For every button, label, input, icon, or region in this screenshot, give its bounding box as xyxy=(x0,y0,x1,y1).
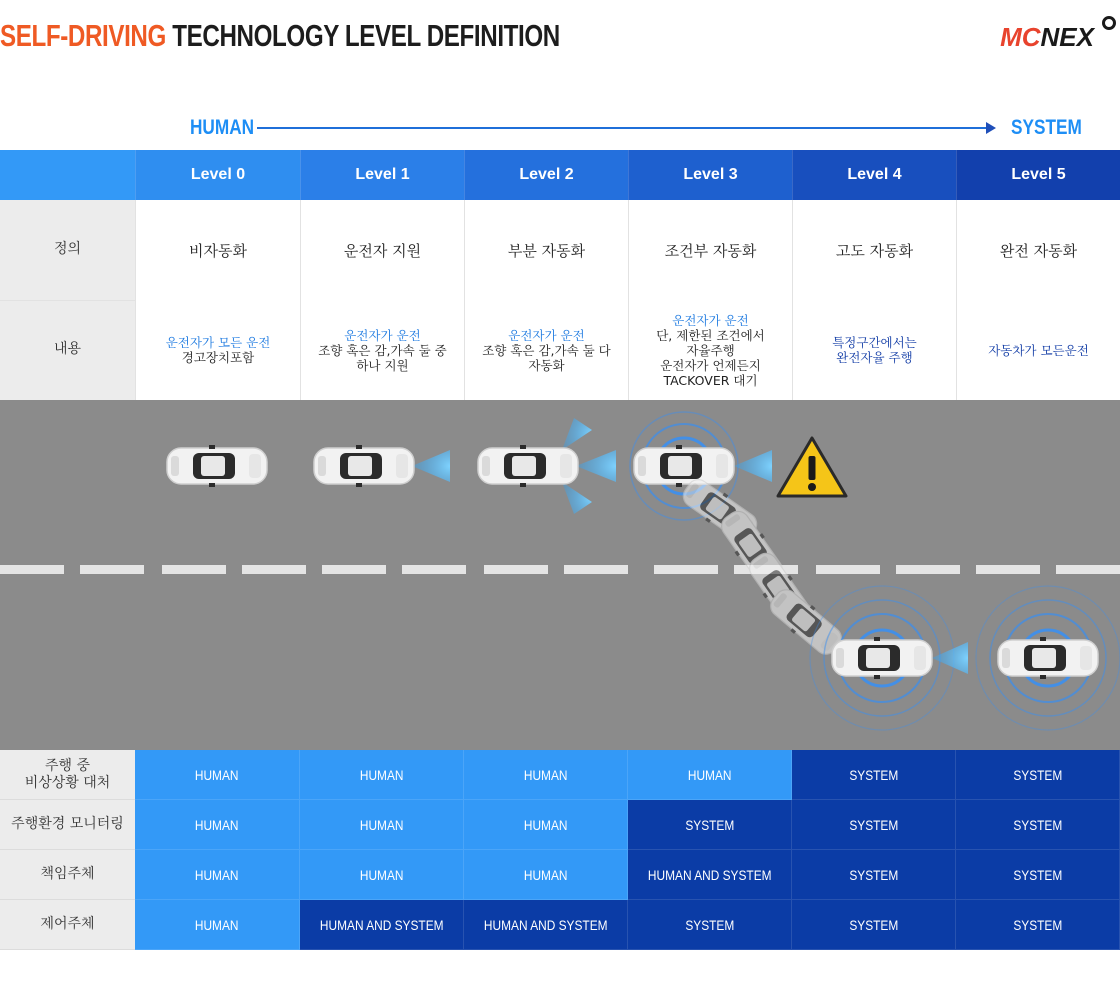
responsibility-cell xyxy=(464,800,628,850)
car-level-0 xyxy=(167,445,267,487)
responsibility-value: SYSTEM xyxy=(685,916,734,933)
responsibility-value: SYSTEM xyxy=(849,866,898,883)
responsibility-cell xyxy=(300,750,464,800)
scale-arrow-line xyxy=(257,127,987,129)
brand-logo xyxy=(1000,22,1094,53)
definition-cell-level-5: 완전 자동화 xyxy=(956,200,1120,300)
level-header-1: Level 1 xyxy=(300,150,464,200)
header-corner xyxy=(0,150,135,200)
responsibility-value: SYSTEM xyxy=(849,916,898,933)
row-label-definition: 정의 xyxy=(0,200,135,300)
logo-nex: NEX xyxy=(1040,22,1094,52)
responsibility-cell xyxy=(135,850,300,900)
content-line: 완전자율 주행 xyxy=(836,350,913,365)
responsibility-cell xyxy=(956,800,1120,850)
arrow-right-icon xyxy=(986,122,996,134)
responsibility-cell xyxy=(300,850,464,900)
responsibility-value: HUMAN xyxy=(195,766,239,783)
responsibility-cell xyxy=(792,900,956,950)
content-cell-level-0 xyxy=(135,300,300,400)
content-line: 단, 제한된 조건에서 xyxy=(656,327,765,343)
content-line: 자동차가 모든운전 xyxy=(988,342,1089,358)
content-line: 자율주행 xyxy=(686,342,735,358)
scale-human-label: HUMAN xyxy=(190,116,255,139)
responsibility-value: HUMAN xyxy=(195,816,239,833)
level-header-2: Level 2 xyxy=(464,150,628,200)
road-illustration xyxy=(0,400,1120,750)
responsibility-cell xyxy=(792,850,956,900)
front-sensor-level-2 xyxy=(576,450,616,482)
definition-cell-level-3: 조건부 자동화 xyxy=(628,200,792,300)
definition-cell-level-0: 비자동화 xyxy=(135,200,300,300)
responsibility-cell xyxy=(464,850,628,900)
car-level-5 xyxy=(998,637,1098,679)
responsibility-cell xyxy=(792,800,956,850)
logo-mc: MC xyxy=(1000,22,1041,52)
responsibility-value: HUMAN xyxy=(523,816,568,833)
responsibility-cell xyxy=(135,800,300,850)
responsibility-cell xyxy=(300,800,464,850)
car-level-4 xyxy=(832,637,932,679)
definition-cell-level-1: 운전자 지원 xyxy=(300,200,464,300)
responsibility-cell xyxy=(135,900,300,950)
responsibility-row-label: 주행환경 모니터링 xyxy=(0,800,135,850)
content-cell-level-3 xyxy=(628,300,792,400)
responsibility-value: SYSTEM xyxy=(1013,766,1062,783)
responsibility-cell xyxy=(464,750,628,800)
row-label-content: 내용 xyxy=(0,300,135,400)
responsibility-value: SYSTEM xyxy=(1013,816,1062,833)
warning-triangle-icon xyxy=(778,438,846,496)
responsibility-cell xyxy=(956,850,1120,900)
responsibility-value: HUMAN xyxy=(687,766,732,783)
side-sensor-top-level-2 xyxy=(562,418,592,450)
responsibility-value: SYSTEM xyxy=(1013,916,1062,933)
content-cell-level-2 xyxy=(464,300,628,400)
content-line: TACKOVER 대기 xyxy=(663,372,758,388)
content-line: 경고장치포함 xyxy=(181,350,255,365)
responsibility-cell xyxy=(628,750,792,800)
responsibility-value: HUMAN AND SYSTEM xyxy=(647,866,772,883)
content-line: 자동화 xyxy=(528,357,565,373)
scale-system-label: SYSTEM xyxy=(1011,116,1082,139)
content-cell-level-1 xyxy=(300,300,464,400)
responsibility-value: HUMAN xyxy=(195,916,239,933)
content-line: 운전자가 언제든지 xyxy=(660,357,761,373)
content-line: 하나 지원 xyxy=(356,357,409,373)
title-rest: TECHNOLOGY LEVEL DEFINITION xyxy=(172,18,560,53)
responsibility-cell xyxy=(628,850,792,900)
car-level-1 xyxy=(314,445,414,487)
road-svg xyxy=(0,400,1120,750)
level-header-5: Level 5 xyxy=(956,150,1120,200)
content-line: 운전자가 운전 xyxy=(508,327,585,343)
level-header-4: Level 4 xyxy=(792,150,956,200)
front-sensor-level-1 xyxy=(412,450,450,482)
lane-markings xyxy=(0,565,1120,574)
content-line: 운전자가 모든 운전 xyxy=(165,335,271,350)
logo-ring-icon xyxy=(1102,16,1116,30)
responsibility-row-label: 제어주체 xyxy=(0,900,135,950)
responsibility-value: HUMAN xyxy=(195,866,239,883)
responsibility-cell xyxy=(135,750,300,800)
responsibility-value: SYSTEM xyxy=(849,766,898,783)
responsibility-value: HUMAN xyxy=(359,766,404,783)
responsibility-value: HUMAN AND SYSTEM xyxy=(483,916,608,933)
responsibility-value: SYSTEM xyxy=(685,816,734,833)
level-header-3: Level 3 xyxy=(628,150,792,200)
side-sensor-bottom-level-2 xyxy=(562,482,592,514)
definition-cell-level-2: 부분 자동화 xyxy=(464,200,628,300)
content-line: 운전자가 운전 xyxy=(344,327,421,343)
responsibility-cell xyxy=(956,900,1120,950)
title-accent: SELF-DRIVING xyxy=(0,18,166,53)
front-sensor-level-3 xyxy=(734,450,772,482)
responsibility-value: HUMAN xyxy=(359,816,404,833)
car-level-2 xyxy=(478,445,578,487)
responsibility-cell xyxy=(956,750,1120,800)
responsibility-row-label: 책임주체 xyxy=(0,850,135,900)
responsibility-row-label: 주행 중 비상상황 대처 xyxy=(0,750,135,800)
responsibility-value: HUMAN xyxy=(359,866,404,883)
front-sensor-level-4 xyxy=(932,642,968,674)
responsibility-value: HUMAN xyxy=(523,766,568,783)
level-header-0: Level 0 xyxy=(135,150,300,200)
content-line: 조향 혹은 감,가속 둘 중 xyxy=(318,342,447,358)
responsibility-value: SYSTEM xyxy=(849,816,898,833)
responsibility-value: SYSTEM xyxy=(1013,866,1062,883)
responsibility-cell xyxy=(792,750,956,800)
responsibility-cell xyxy=(464,900,628,950)
content-line: 운전자가 운전 xyxy=(672,312,749,328)
responsibility-value: HUMAN AND SYSTEM xyxy=(319,916,444,933)
responsibility-cell xyxy=(628,800,792,850)
content-cell-level-4 xyxy=(792,300,956,400)
responsibility-cell xyxy=(300,900,464,950)
responsibility-cell xyxy=(628,900,792,950)
page-title xyxy=(0,18,560,54)
content-line: 조향 혹은 감,가속 둘 다 xyxy=(482,342,611,358)
car-level-3 xyxy=(634,445,734,487)
definition-cell-level-4: 고도 자동화 xyxy=(792,200,956,300)
responsibility-value: HUMAN xyxy=(523,866,568,883)
content-cell-level-5 xyxy=(956,300,1120,400)
content-line: 특정구간에서는 xyxy=(832,335,917,350)
